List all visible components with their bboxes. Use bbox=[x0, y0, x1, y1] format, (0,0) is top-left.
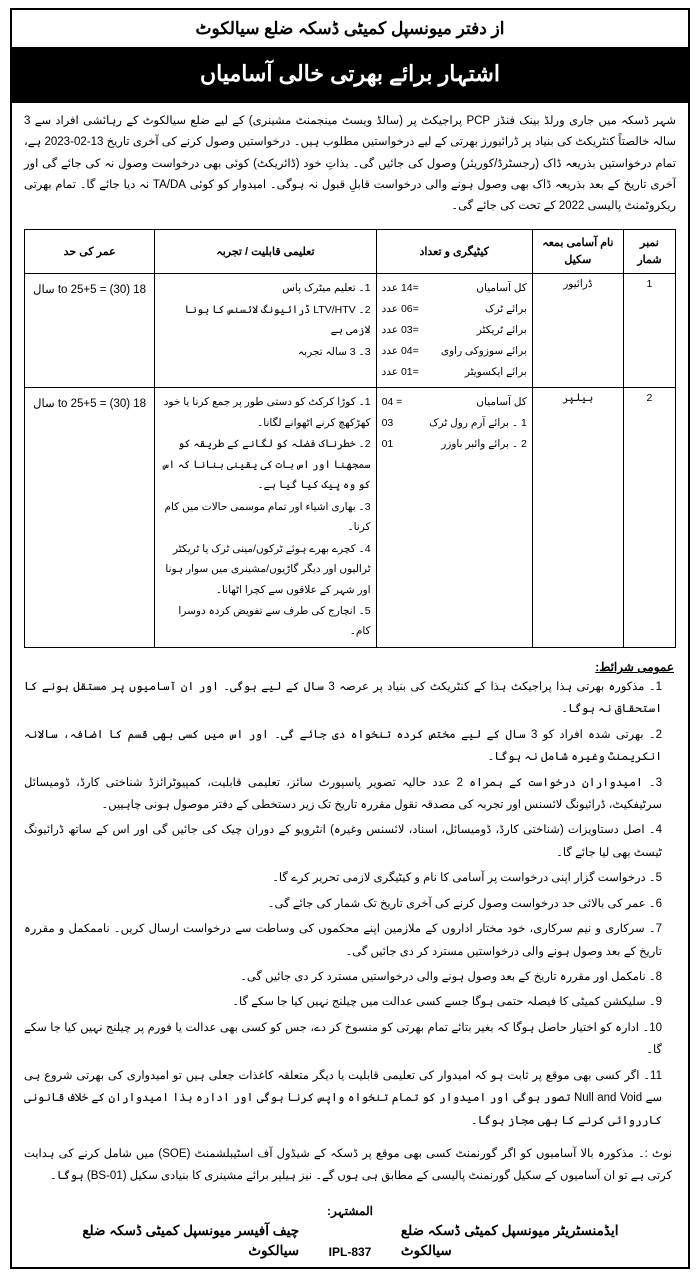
th-quantity: کیٹیگری و تعداد bbox=[376, 230, 532, 274]
table-header bbox=[25, 230, 676, 274]
row-post-title: ہیلپر bbox=[532, 388, 623, 648]
reference-number: IPL-837 bbox=[328, 1245, 372, 1260]
education-item: 3۔ 3 سالہ تجربہ bbox=[298, 345, 371, 358]
qty-item-value: =01 عدد bbox=[381, 366, 419, 379]
administrator-title: ایڈمنسٹریٹر میونسپل کمیٹی ڈسکہ ضلع سیالکوٹ bbox=[400, 1222, 619, 1259]
row-post-title: ڈرائیور bbox=[532, 274, 623, 388]
qty-total-value: = 04 bbox=[381, 396, 403, 409]
qty-item-value: =06 عدد bbox=[381, 303, 419, 316]
qty-item bbox=[382, 341, 527, 362]
intro-paragraph bbox=[12, 103, 688, 225]
row-age-limit: 18 to 25+5 = (30) سال bbox=[25, 274, 155, 388]
headline-band bbox=[12, 47, 688, 103]
th-serial: نمبر شمار bbox=[623, 230, 675, 274]
table-row bbox=[25, 388, 676, 648]
qty-item-label: برائے ٹریکٹر bbox=[476, 324, 527, 337]
condition-item: 10۔ ادارہ کو اختیار حاصل ہوگا کہ بغیر بتائے تمام بھرتی کو منسوخ کر دے، جس کو کسی بھی عدالت یا فورم پر چیلنج نہیں کیا جا سکے گا۔ bbox=[24, 1021, 662, 1057]
duty-item: 5۔ انچارج کی طرف سے تفویض کردہ دوسرا کام۔ bbox=[178, 605, 371, 638]
duty-item: 1۔ کوڑا کرکٹ کو دستی طور پر جمع کرنا یا خود کھڑکھچ کرنے اٹھوانے لگانا۔ bbox=[163, 396, 371, 429]
qty-item-value: 01 bbox=[381, 438, 394, 451]
qty-item bbox=[382, 320, 527, 341]
intro-text: شہر ڈسکہ میں جاری ورلڈ بینک فنڈز PCP پراجیکٹ پر (سالڈ ویسٹ مینجمنٹ مشینری) کے لیے ضلع سیالکوٹ کے رہائشی افراد سے 3 سالہ خالصتاً کنٹریکٹ کی بنیاد پر ڈرائیورز بھرتی کے لیے درخواستیں مطلوب ہیں۔ درخواستیں وصول کرنے کی آخری تاریخ 13-02-2023 ہے، تمام درخواستیں بذریعہ ڈاک (رجسٹرڈ/کوریئر) وصول کی جائیں گی۔ بذاتِ خود (ڈائریکٹ) کوئی بھی درخواست وصول نہ کی جائے گی اور آخری تاریخ کے بعد بذریعہ ڈاک بھی وصول ہونے والی درخواست قابلِ قبول نہ ہوگی۔ امیدوار کو کوئی TA/DA نہ دیا جائے گا۔ تمام بھرتی ریکروٹمنٹ پالیسی 2022 کے تحت کی جائے گی۔ bbox=[24, 115, 677, 213]
row-quantity bbox=[376, 274, 532, 388]
row-education bbox=[155, 274, 376, 388]
vacancy-table bbox=[24, 229, 676, 648]
condition-item: 2۔ بھرتی شدہ افراد کو 3 سال کے لیے مختص کردہ تنخواہ دی جائے گی۔ اور اس میں کسی بھی قسم کا اضافہ، سالانہ انکریمنٹ وغیرہ شامل نہ ہوگا۔ bbox=[24, 728, 662, 764]
education-item: 1۔ تعلیم میٹرک پاس bbox=[282, 282, 371, 295]
row-serial: 1 bbox=[623, 274, 675, 388]
th-education: تعلیمی قابلیت / تجربہ bbox=[155, 230, 376, 274]
table-header-row bbox=[25, 230, 676, 274]
qty-item bbox=[382, 413, 527, 434]
qty-item bbox=[382, 434, 527, 455]
row-quantity bbox=[376, 388, 532, 648]
th-age: عمر کی حد bbox=[25, 230, 155, 274]
condition-item: 1۔ مذکورہ بھرتی ہذا پراجیکٹ ہذا کے کنٹریکٹ کی بنیاد پر عرصہ 3 سال کے لیے ہوگی۔ اور ان آسامیوں پر مستقل ہونے کا استحقاق نہ ہوگا۔ bbox=[24, 680, 663, 716]
duty-item: 4۔ کچرے بھرے ہوئے ٹرکوں/مینی ٹرک یا ٹریکٹر ٹرالیوں اور دیگر گاڑیوں/مشینری میں سوار ہونا اور شہر کے علاقوں سے کچرا اٹھانا۔ bbox=[165, 542, 371, 596]
condition-item: 11۔ اگر کسی بھی موقع پر ثابت ہو کہ امیدوار کی تعلیمی قابلیت یا دیگر متعلقہ کاغذات جعلی ہیں تو امیدواری کی بھرتی شروع ہی سے Null and Void تصور ہوگی اور امیدوار کو تمام تنخواہ واپس کرنا ہوگی اور ادارہ ہذا امیدواران کے خلاف قانونی کارروائی کرنے کا بھی مجاز ہوگا۔ bbox=[24, 1069, 662, 1127]
footnote: نوٹ :۔ مذکورہ بالا آسامیوں کو اگر گورنمنٹ کسی بھی موقع پر ڈسکہ کے شیڈول آف اسٹیبلشمنٹ (SOE) میں شامل کرنے کی ہدایت کرتی ہے تو ان آسامیوں کے سکیل گورنمنٹ پالیسی کے مطابق ہی ہوں گے۔ نیز ہیلپر برائے مشینری کا بنیادی سکیل (BS-01) ہوگا۔ bbox=[24, 1147, 672, 1183]
qty-item bbox=[382, 362, 527, 383]
table-body bbox=[25, 274, 676, 648]
qty-item bbox=[382, 299, 527, 320]
condition-item: 4۔ اصل دستاویزات (شناختی کارڈ، ڈومیسائل، اسناد، لائسنس وغیرہ) انٹرویو کے دوران چیک کی جائیں گی اور اس کے ساتھ ڈرائیونگ ٹیسٹ بھی لیا جائے گا۔ bbox=[24, 824, 662, 859]
row-age-limit: 18 to 25+5 = (30) سال bbox=[25, 388, 155, 648]
conditions-title: عمومی شرائط: bbox=[595, 659, 674, 674]
footer bbox=[12, 1194, 688, 1268]
condition-item: 8۔ نامکمل اور مقررہ تاریخ کے بعد وصول ہونے والی درخواستیں مسترد کر دی جائیں گی۔ bbox=[240, 971, 662, 984]
qty-total-value: =14 عدد bbox=[381, 282, 419, 295]
qty-total-label: کل آسامیاں bbox=[476, 282, 527, 295]
th-post: نام آسامی بمعہ سکیل bbox=[532, 230, 623, 274]
education-list bbox=[160, 278, 370, 362]
qty-item-label: 2 ۔ برائے وائبر باوزر bbox=[441, 438, 527, 451]
chief-officer-title: چیف آفیسر میونسپل کمیٹی ڈسکہ ضلع سیالکوٹ bbox=[82, 1222, 300, 1259]
page-title: اشتہار برائے بھرتی خالی آسامیاں bbox=[200, 61, 500, 86]
education-item: 2۔ LTV/HTV ڈرائیونگ لائسنس کا ہونا لازمی ہے bbox=[184, 303, 371, 337]
row-serial: 2 bbox=[623, 388, 675, 648]
advertisement-frame bbox=[10, 8, 690, 1269]
conditions-list bbox=[12, 676, 688, 1132]
signature-row bbox=[24, 1221, 676, 1262]
condition-item: 6۔ عمر کی بالائی حد درخواست وصول کرنے کی آخری تاریخ تک شمار کی جائے گی۔ bbox=[267, 897, 662, 910]
duty-item: 2۔ خطرناک فضلہ کو لگانے کے طریقہ کو سمجھنا اور اس بات کی یقینی بنانا کہ اس کو وہ پیک کیا گیا ہے۔ bbox=[162, 438, 371, 492]
qty-total-label: کل آسامیاں bbox=[476, 396, 527, 409]
qty-item-label: برائے سوزوکی راوی bbox=[440, 345, 527, 358]
condition-item: 9۔ سلیکشن کمیٹی کا فیصلہ حتمی ہوگا جسے کسی عدالت میں چیلنج نہیں کیا جا سکے گا۔ bbox=[232, 996, 662, 1009]
condition-item: 7۔ سرکاری و نیم سرکاری، خود مختار اداروں کے ملازمین اپنے محکموں کی وساطت سے درخواست ارسال کریں۔ ناممکمل و مقررہ تاریخ کے بعد وصول ہونے والی درخواستیں مسترد کر دی جائیں گی۔ bbox=[24, 923, 662, 958]
qty-item-value: =03 عدد bbox=[381, 324, 419, 337]
office-header: از دفتر میونسپل کمیٹی ڈسکہ ضلع سیالکوٹ bbox=[195, 19, 505, 38]
qty-total bbox=[382, 392, 527, 413]
duty-list bbox=[160, 392, 370, 642]
qty-item-value: 03 bbox=[381, 417, 394, 430]
qty-item-label: برائے ایکسویٹر bbox=[464, 366, 527, 379]
qty-item-label: برائے ٹرک bbox=[485, 303, 527, 316]
condition-item: 3۔ امیدواران درخواست کے ہمراہ 2 عدد حالیہ تصویر پاسپورٹ سائز، تعلیمی قابلیت، کمپیوٹرائزڈ شناختی کارڈ، ڈومیسائل سرٹیفکیٹ، ڈرائیونگ لائسنس اور تجربہ کی مصدقہ نقول مقررہ تاریخ تک زیر دستخطی کے دفتر موصول ہونی چاہییں۔ bbox=[24, 776, 663, 812]
row-duties bbox=[155, 388, 376, 648]
publisher-label: المشتہر: bbox=[327, 1203, 373, 1218]
table-row bbox=[25, 274, 676, 388]
condition-item: 5۔ درخواست گزار اپنی درخواست پر آسامی کا نام و کیٹیگری لازمی تحریر کرے گا۔ bbox=[272, 872, 662, 885]
qty-item-label: 1 ۔ برائے آرم رول ٹرک bbox=[429, 417, 527, 430]
qty-total bbox=[382, 278, 527, 299]
qty-item-value: =04 عدد bbox=[381, 345, 419, 358]
duty-item: 3۔ بھاری اشیاء اور تمام موسمی حالات میں کام کرنا۔ bbox=[164, 500, 371, 534]
